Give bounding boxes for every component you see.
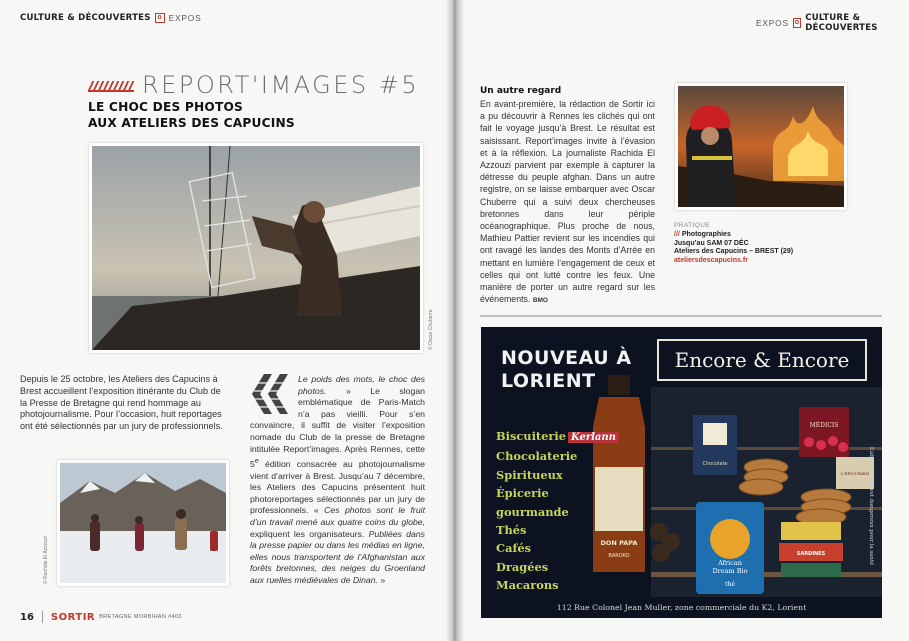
ad-item: Dragées	[496, 559, 549, 574]
tea-the-label: thé	[725, 581, 735, 588]
pratique-dates: Jusqu’au SAM 07 DÉC	[674, 239, 749, 247]
ad-item: Épicerie	[496, 486, 549, 501]
column-text-2: édition consacrée au photojournalisme vient d’arriver à Brest. Jusqu’au 7 décembre, les Ateliers des Capucins présentent huit photoreportages sélectionnés par un jury de professionnels. «	[250, 459, 425, 516]
magazine-name: SORTIR	[50, 611, 96, 623]
rum-sublabel: BAROKO	[608, 553, 630, 559]
column-text-1: » Le slogan emblématique de Paris-Match n’a pas vieilli. Pour s’en convaincre, il suffit de visiter l’exposition nomade du Club de la presse de Bretagne intitulée Report’images. Après Rennes, cette 5	[250, 385, 425, 470]
ad-item: Macarons	[496, 578, 559, 593]
column-text-3: expliquent les organisateurs.	[250, 528, 369, 539]
ad-item: Spiritueux	[496, 467, 563, 482]
ad-item: Thés	[496, 523, 527, 538]
kerlann-logo: Kerlann	[568, 432, 619, 443]
pratique-venue: Ateliers des Capucins – BREST (29)	[674, 248, 794, 256]
ad-item-text: Biscuiterie	[496, 429, 566, 443]
rum-label: DON PAPA	[600, 539, 638, 547]
ad-item: Chocolaterie	[496, 449, 578, 464]
pratique-type	[674, 231, 854, 240]
section-divider	[480, 315, 882, 317]
square-o-icon: o	[155, 13, 165, 23]
kicker-title: REPORT'IMAGES #5	[142, 71, 420, 99]
headline-line-2: AUX ATELIERS DES CAPUCINS	[88, 115, 295, 130]
alcohol-warning: L’abus d’alcool est dangereux pour la santé	[868, 447, 874, 566]
headline	[88, 100, 348, 131]
kicker-row	[88, 71, 419, 99]
right-body-text: En avant-première, la rédaction de Sortir ici a pu découvrir à Rennes les clichés qui ont fait le voyage jusqu’à Brest. Le résultat est saisissant. Report’images invite à l’évasion et à la réflexion. La journaliste Rachida El Azzouzi parvient par exemple à capturer la détresse du peuple afghan. Dans un autre registre, on se laisse embarquer avec Oscar Chuberre qui a suivi deux chercheuses bretonnes dans leur périple océanographique. Plus proche de nous, Mathieu Pattier revient sur les incendies qui ont ravagé les landes des Monts d’Arrée en mettant en lumière l’engagement de ceux et celles qui ont lutté contre les feux. Une manière de porter un autre regard sur les événements.	[480, 99, 655, 305]
opening-quote: Le poids des mots, le choc des photos.	[298, 374, 425, 396]
quote-spacer	[250, 374, 298, 418]
issue-label: BRETAGNE MORBIHAN #403	[99, 614, 182, 620]
secondary-photo-credit: © Rachida El Azzouzi	[43, 536, 49, 584]
ordinal-sup: e	[254, 456, 259, 466]
secondary-photo	[57, 460, 229, 586]
article-column	[250, 374, 425, 587]
section-label: CULTURE & DÉCOUVERTES	[20, 13, 151, 23]
ad-headline	[501, 347, 632, 393]
stripes-decoration	[88, 79, 134, 91]
subhead: Un autre regard	[480, 86, 562, 96]
folio-divider	[42, 611, 43, 623]
tea-sublabel: Dream Bio	[712, 567, 748, 575]
headline-line-1: LE CHOC DES PHOTOS	[88, 100, 244, 114]
ad-item: Cafés	[496, 541, 532, 556]
fire-photo-illustration	[678, 86, 844, 207]
chocolate-label: Chocolate	[702, 461, 728, 467]
lede-paragraph: Depuis le 25 octobre, les Ateliers des Capucins à Brest accueillent l’exposition itinérante du Club de la Presse de Bretagne qui rend hommage au photojournalisme. Pour l’occasion, huit reportages ont été sélectionnés par un jury de professionnels.	[20, 374, 223, 432]
website-link[interactable]: ateliersdescapucins.fr	[674, 257, 748, 265]
square-o-icon: o	[794, 19, 800, 26]
folio	[20, 611, 182, 623]
right-article-body	[480, 98, 655, 307]
pratique-label: PRATIQUE	[674, 222, 711, 229]
category-label: EXPOS	[168, 13, 202, 23]
spine-gutter	[446, 0, 464, 641]
column-quote-2: Ces photos sont le fruit d’un travail mené aux quatre coins du globe,	[250, 505, 425, 528]
firefighter-photo	[675, 83, 847, 210]
ad-headline-line-1: NOUVEAU À	[501, 347, 632, 369]
ad-item	[496, 427, 619, 447]
main-photo-credit: © Oscar Chuberre	[428, 309, 434, 350]
column-quote-3: Publiées dans la presse papier ou dans les médias en ligne, elles nous transportent de l’Afghanistan aux forêts bretonnes, des neiges du Groenland aux ruelles médiévales de Dinan.	[250, 528, 425, 585]
right-running-head	[756, 13, 909, 33]
advertisement	[481, 327, 882, 618]
epicurien-label: L'ÉPICURIEN	[840, 471, 870, 476]
ad-product-list	[496, 427, 619, 595]
tea-label: African	[718, 559, 742, 567]
pratique-box	[674, 222, 854, 266]
page-number: 16	[20, 611, 34, 623]
column-text-4: »	[377, 574, 386, 585]
left-running-head	[20, 13, 201, 23]
section-label-right: CULTURE & DÉCOUVERTES	[805, 13, 878, 33]
category-label-right: EXPOS	[756, 18, 789, 28]
ad-item: gourmande	[496, 504, 569, 519]
ad-headline-line-2: LORIENT	[501, 370, 596, 392]
left-page	[0, 0, 452, 641]
sardines-label: SARDINES	[796, 551, 826, 557]
type-text: Photographies	[681, 230, 731, 238]
slashes-decoration: ///	[674, 230, 680, 238]
medicis-label: MÉDICIS	[809, 422, 839, 429]
ad-brand-logo: Encore & Encore	[657, 339, 867, 381]
ad-address: 112 Rue Colonel Jean Muller, zone commerciale du K2, Lorient	[556, 603, 807, 612]
boat-photo-illustration	[92, 146, 420, 350]
author-signature: BMO	[532, 297, 548, 305]
snow-photo-illustration	[60, 463, 226, 583]
main-photo	[89, 143, 423, 353]
